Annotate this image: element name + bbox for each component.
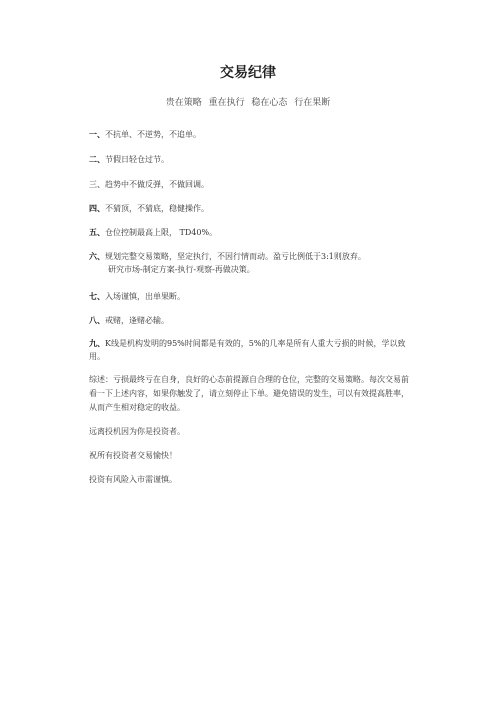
rule-number: 八、 <box>89 315 105 325</box>
rule-number: 九、 <box>89 338 105 348</box>
rule-2 <box>89 153 169 166</box>
rule-text: 节假日轻仓过节。 <box>105 155 169 164</box>
rule-text: 戒赌，逢赌必输。 <box>105 316 169 325</box>
rule-text: 趋势中不做反弹，不做回调。 <box>105 180 209 189</box>
rule-8 <box>89 314 169 327</box>
rule-9 <box>89 337 409 363</box>
rule-text: 仓位控制最高上限， TD40%。 <box>105 228 218 237</box>
closing-line-3: 投资有风险入市需谨慎。 <box>89 475 177 484</box>
document-title: 交易纪律 <box>220 65 276 81</box>
rule-number: 三、 <box>89 180 105 189</box>
rule-number: 二、 <box>89 154 105 164</box>
rule-number: 四、 <box>89 203 105 213</box>
rule-number: 七、 <box>89 291 105 301</box>
rule-text: K线是机构发明的95%时间都是有效的，5%的几率是所有人重大亏损的时候，学以致用。 <box>89 339 406 361</box>
closing-line-1: 远离投机因为你是投资者。 <box>89 427 185 436</box>
rule-1 <box>89 128 201 141</box>
rule-text: 不猜顶，不猜底，稳健操作。 <box>105 204 209 213</box>
rule-text: 规划完整交易策略，坚定执行，不因行情而动。盈亏比例低于3:1则放弃。 <box>105 252 366 261</box>
rule-number: 一、 <box>89 129 105 139</box>
rule-number: 六、 <box>89 251 105 261</box>
rule-6 <box>89 250 409 263</box>
rule-4 <box>89 202 209 215</box>
rule-6-note: 研究市场-制定方案-执行-观察-再做决策。 <box>108 265 255 274</box>
closing-line-2: 祝所有投资者交易愉快！ <box>89 451 177 460</box>
rule-7 <box>89 290 185 303</box>
rule-5 <box>89 226 217 239</box>
document-subtitle: 贵在策略 重在执行 稳在心态 行在果断 <box>165 98 331 108</box>
rule-3 <box>89 178 209 191</box>
rule-text: 入场谨慎，出单果断。 <box>105 292 185 301</box>
summary-paragraph: 综述：亏损最终亏在自身，良好的心态前提源自合理的仓位，完整的交易策略。每次交易前看一下上述内容，如果你触发了，请立刻停止下单。避免错误的发生，可以有效提高胜率，从而产生相对稳定的收益。 <box>89 375 409 412</box>
rule-text: 不抗单、不逆势，不追单。 <box>105 130 201 139</box>
rule-number: 五、 <box>89 227 105 237</box>
